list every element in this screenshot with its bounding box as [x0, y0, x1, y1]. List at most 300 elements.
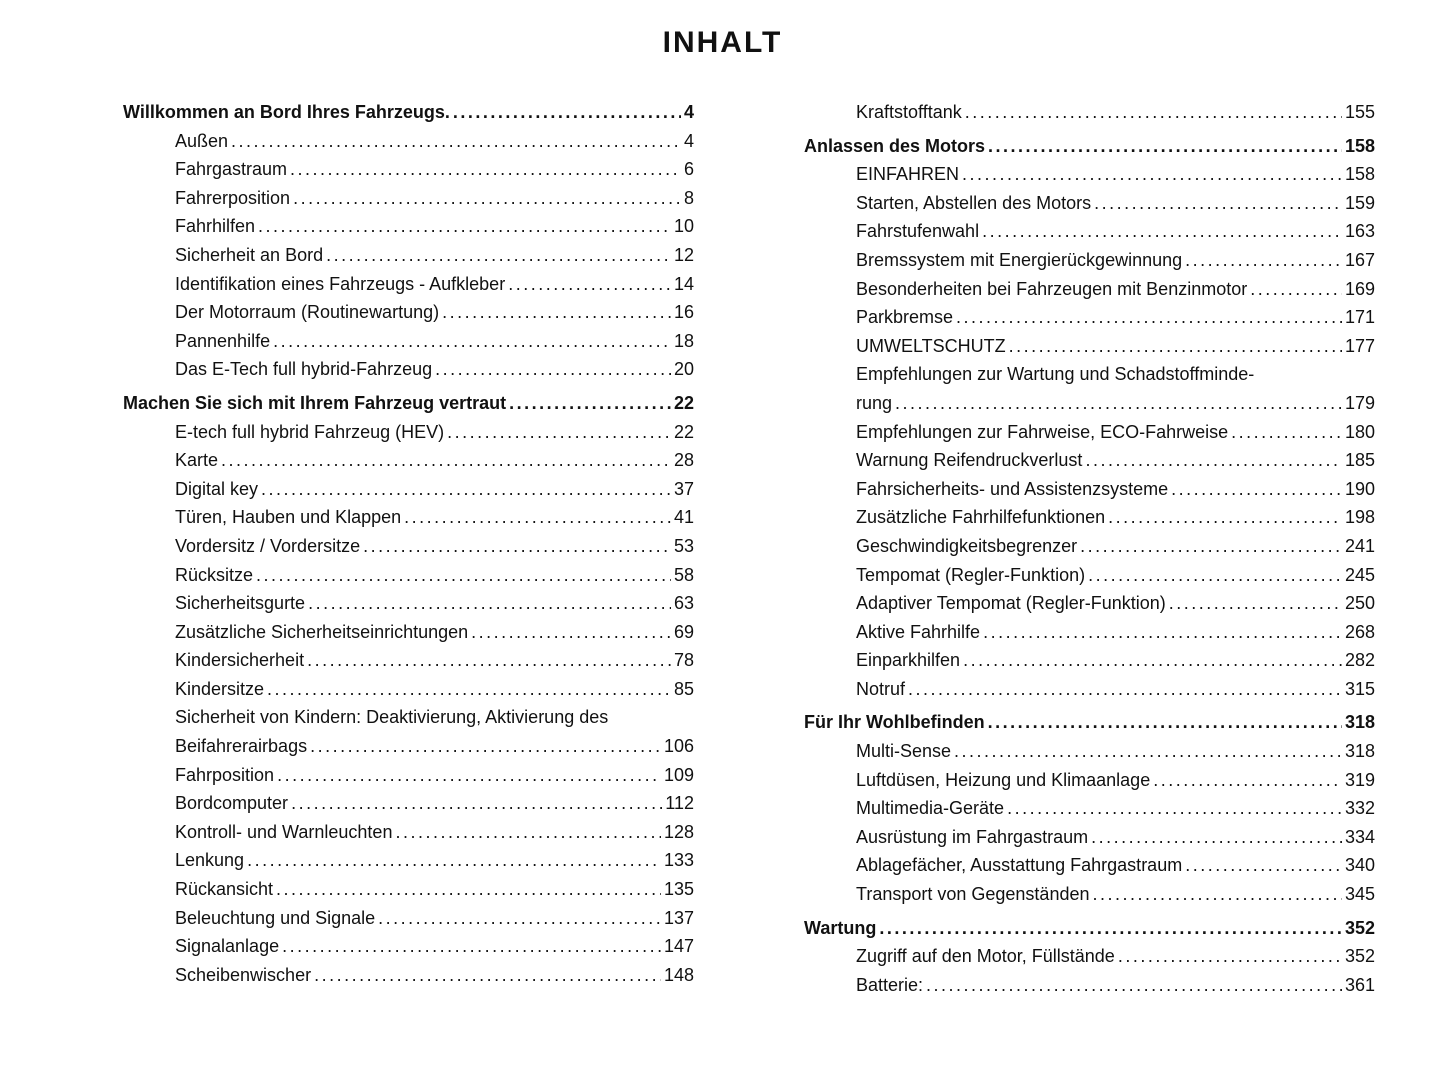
toc-columns	[0, 58, 1445, 999]
toc-entry-label: UMWELTSCHUTZ	[856, 335, 1006, 356]
toc-entry-line	[856, 303, 1375, 332]
dot-leader	[442, 298, 671, 327]
toc-entry-page: 241	[1344, 535, 1375, 556]
toc-entry-page: 137	[663, 907, 694, 928]
toc-entry-line	[175, 532, 694, 561]
toc-entry-line	[856, 737, 1375, 766]
toc-entry-page: 12	[673, 244, 694, 265]
toc-entry[interactable]	[804, 589, 1375, 618]
toc-column	[123, 98, 694, 989]
toc-entry-line	[856, 646, 1375, 675]
toc-entry-label: Adaptiver Tempomat (Regler-Funktion)	[856, 593, 1166, 614]
toc-entry-page: 171	[1344, 307, 1375, 328]
dot-leader	[1185, 246, 1342, 275]
dot-leader	[1108, 503, 1342, 532]
toc-entry[interactable]	[804, 303, 1375, 332]
toc-entry[interactable]	[123, 327, 694, 356]
toc-entry[interactable]	[804, 246, 1375, 275]
toc-entry[interactable]	[123, 703, 694, 760]
toc-entry[interactable]	[123, 789, 694, 818]
toc-entry-page: 185	[1344, 450, 1375, 471]
dot-leader	[404, 503, 671, 532]
toc-entry-line	[856, 332, 1375, 361]
dot-leader	[363, 532, 671, 561]
toc-entry-label: Kontroll- und Warnleuchten	[175, 821, 393, 842]
toc-entry-line	[175, 127, 694, 156]
toc-entry-line	[856, 418, 1375, 447]
toc-entry-page: 14	[673, 273, 694, 294]
toc-entry-line	[175, 155, 694, 184]
toc-entry-line	[175, 875, 694, 904]
toc-entry[interactable]	[804, 532, 1375, 561]
toc-entry-page: 180	[1344, 421, 1375, 442]
dot-leader	[1088, 561, 1342, 590]
toc-entry-label: Beleuchtung und Signale	[175, 907, 376, 928]
page-title: INHALT	[662, 26, 783, 59]
toc-entry[interactable]	[804, 475, 1375, 504]
toc-entry-line	[856, 532, 1375, 561]
dot-leader	[1169, 589, 1342, 618]
toc-entry-line	[175, 561, 694, 590]
dot-leader	[276, 875, 661, 904]
toc-entry-page: 106	[663, 736, 694, 757]
toc-entry-label: Fahrhilfen	[175, 216, 256, 237]
toc-entry-label: Multi-Sense	[856, 741, 952, 762]
toc-entry-line	[856, 446, 1375, 475]
dot-leader	[509, 389, 671, 418]
toc-entry-label: Beifahrerairbags	[175, 736, 308, 757]
toc-entry-line	[856, 794, 1375, 823]
toc-entry-line	[175, 446, 694, 475]
toc-entry[interactable]	[804, 646, 1375, 675]
toc-entry[interactable]	[123, 212, 694, 241]
toc-entry-page: 133	[663, 850, 694, 871]
toc-entry-page: 245	[1344, 564, 1375, 585]
toc-entry-line	[856, 503, 1375, 532]
toc-entry-line	[856, 189, 1375, 218]
toc-entry-line	[856, 766, 1375, 795]
toc-entry-label: Für Ihr Wohlbefinden	[804, 712, 985, 733]
toc-entry[interactable]	[123, 961, 694, 990]
dot-leader	[962, 160, 1342, 189]
toc-entry-page: 147	[663, 936, 694, 957]
toc-entry-page: 10	[673, 216, 694, 237]
toc-entry-label: Fahrstufenwahl	[856, 221, 980, 242]
toc-entry[interactable]	[123, 618, 694, 647]
dot-leader	[1231, 418, 1342, 447]
toc-entry-label: Identifikation eines Fahrzeugs - Aufkleber	[175, 273, 506, 294]
toc-entry-label: Fahrposition	[175, 764, 275, 785]
dot-leader	[982, 217, 1342, 246]
toc-entry[interactable]	[804, 360, 1375, 417]
toc-entry-label: Kindersicherheit	[175, 650, 305, 671]
toc-entry-page: 318	[1344, 712, 1375, 733]
toc-entry-page: 4	[683, 130, 694, 151]
dot-leader	[1080, 532, 1342, 561]
toc-entry-page: 190	[1344, 478, 1375, 499]
toc-entry[interactable]	[123, 761, 694, 790]
toc-entry[interactable]	[804, 675, 1375, 704]
toc-entry-label: Bremssystem mit Energierückgewinnung	[856, 249, 1183, 270]
toc-entry[interactable]	[804, 851, 1375, 880]
toc-entry-label: E-tech full hybrid Fahrzeug (HEV)	[175, 421, 445, 442]
toc-entry[interactable]	[804, 503, 1375, 532]
toc-entry-label: Kraftstofftank	[856, 102, 962, 122]
toc-entry-page: 53	[673, 535, 694, 556]
toc-section-heading[interactable]	[123, 98, 694, 127]
dot-leader	[1007, 794, 1342, 823]
toc-entry-label: Warnung Reifendruckverlust	[856, 450, 1083, 471]
toc-entry-line	[175, 732, 694, 761]
toc-entry-line	[175, 327, 694, 356]
toc-entry-page: 155	[1344, 102, 1375, 122]
dot-leader	[261, 475, 671, 504]
toc-entry[interactable]	[804, 971, 1375, 1000]
toc-entry-page: 250	[1344, 593, 1375, 614]
toc-entry-line	[175, 503, 694, 532]
toc-entry-line	[856, 589, 1375, 618]
dot-leader	[282, 932, 661, 961]
dot-leader	[310, 732, 661, 761]
toc-entry-page: 58	[673, 564, 694, 585]
dot-leader	[1092, 880, 1341, 909]
toc-entry-page: 158	[1344, 164, 1375, 185]
toc-entry-line	[175, 818, 694, 847]
toc-entry-label: Türen, Hauben und Klappen	[175, 507, 402, 528]
toc-entry-page: 169	[1344, 278, 1375, 299]
toc-entry[interactable]	[123, 932, 694, 961]
toc-entry-page: 41	[673, 507, 694, 528]
toc-entry-label: Fahrsicherheits- und Assistenzsysteme	[856, 478, 1169, 499]
dot-leader	[291, 789, 662, 818]
dot-leader	[895, 389, 1342, 418]
dot-leader	[308, 589, 671, 618]
toc-entry-page: 8	[683, 187, 694, 208]
toc-entry-label: rung	[856, 392, 893, 413]
dot-leader	[908, 675, 1342, 704]
toc-entry-line	[856, 971, 1375, 1000]
toc-entry-label: Pannenhilfe	[175, 330, 271, 351]
toc-entry-line	[175, 475, 694, 504]
toc-entry[interactable]	[123, 127, 694, 156]
dot-leader	[988, 132, 1342, 161]
toc-section-heading[interactable]	[804, 914, 1375, 943]
toc-entry-line	[856, 823, 1375, 852]
toc-entry-page: 28	[673, 450, 694, 471]
toc-entry-label: Willkommen an Bord Ihres Fahrzeugs.	[123, 102, 450, 122]
toc-entry[interactable]	[123, 589, 694, 618]
dot-leader	[267, 675, 671, 704]
toc-entry[interactable]	[804, 275, 1375, 304]
toc-entry-label: Rücksitze	[175, 564, 254, 585]
toc-entry-line	[856, 475, 1375, 504]
dot-leader	[293, 184, 681, 213]
toc-entry-page: 22	[673, 421, 694, 442]
toc-entry[interactable]	[804, 561, 1375, 590]
toc-entry-label: Empfehlungen zur Wartung und Schadstoffminde-	[856, 364, 1255, 385]
toc-entry-line	[175, 270, 694, 299]
toc-entry[interactable]	[804, 794, 1375, 823]
toc-entry-line	[123, 98, 694, 127]
toc-entry-label: Zusätzliche Fahrhilfefunktionen	[856, 507, 1106, 528]
toc-entry-label: Ausrüstung im Fahrgastraum	[856, 826, 1089, 847]
toc-entry-label: Geschwindigkeitsbegrenzer	[856, 535, 1078, 556]
toc-entry-line	[856, 675, 1375, 704]
toc-entry-label: Besonderheiten bei Fahrzeugen mit Benzinmotor	[856, 278, 1248, 299]
dot-leader	[247, 846, 661, 875]
toc-entry[interactable]	[123, 446, 694, 475]
dot-leader	[983, 618, 1342, 647]
toc-section-heading[interactable]	[123, 389, 694, 418]
toc-entry-label: Kindersitze	[175, 678, 265, 699]
toc-entry-line	[856, 98, 1375, 127]
toc-entry-page: 177	[1344, 335, 1375, 356]
toc-entry-page: 112	[665, 793, 694, 814]
toc-entry-label: Batterie:	[856, 974, 924, 995]
dot-leader	[277, 761, 661, 790]
toc-entry-page: 148	[663, 964, 694, 985]
toc-entry-label: Zusätzliche Sicherheitseinrichtungen	[175, 621, 469, 642]
toc-entry[interactable]	[804, 160, 1375, 189]
toc-entry-label: Sicherheit an Bord	[175, 244, 324, 265]
dot-leader	[926, 971, 1342, 1000]
dot-leader	[1185, 851, 1342, 880]
toc-entry-page: 135	[663, 879, 694, 900]
toc-entry-page: 332	[1344, 798, 1375, 819]
toc-entry-line	[175, 589, 694, 618]
dot-leader	[1250, 275, 1342, 304]
dot-leader	[221, 446, 671, 475]
toc-entry[interactable]	[123, 298, 694, 327]
toc-entry-label: Machen Sie sich mit Ihrem Fahrzeug vertraut	[123, 392, 507, 413]
toc-entry[interactable]	[123, 241, 694, 270]
toc-entry-label: Multimedia-Geräte	[856, 798, 1005, 819]
toc-entry-page: 352	[1344, 917, 1375, 938]
dot-leader	[290, 155, 681, 184]
toc-entry-line	[856, 618, 1375, 647]
toc-entry-page: 78	[673, 650, 694, 671]
toc-entry[interactable]	[123, 846, 694, 875]
toc-entry[interactable]	[804, 618, 1375, 647]
toc-entry-page: 85	[673, 678, 694, 699]
toc-entry[interactable]	[123, 155, 694, 184]
toc-entry-label: Empfehlungen zur Fahrweise, ECO-Fahrweise	[856, 421, 1229, 442]
toc-entry-label: Bordcomputer	[175, 793, 289, 814]
dot-leader	[307, 646, 671, 675]
toc-entry-page: 319	[1344, 769, 1375, 790]
toc-entry[interactable]	[123, 418, 694, 447]
toc-entry-page: 6	[683, 159, 694, 180]
toc-entry-label: Digital key	[175, 478, 259, 499]
toc-entry-page: 352	[1344, 946, 1375, 967]
toc-entry-page: 198	[1344, 507, 1375, 528]
toc-entry-line	[175, 761, 694, 790]
toc-entry-line	[856, 160, 1375, 189]
toc-entry[interactable]	[804, 766, 1375, 795]
dot-leader	[508, 270, 671, 299]
toc-entry-line	[175, 675, 694, 704]
toc-entry-line	[175, 904, 694, 933]
toc-entry-line	[123, 389, 694, 418]
toc-entry[interactable]	[123, 904, 694, 933]
toc-entry-line	[856, 880, 1375, 909]
toc-entry-label: Einparkhilfen	[856, 650, 961, 671]
toc-entry-page: 334	[1344, 826, 1375, 847]
toc-entry-page: 361	[1344, 974, 1375, 995]
dot-leader	[378, 904, 661, 933]
toc-entry-page: 4	[683, 102, 694, 122]
toc-entry[interactable]	[123, 184, 694, 213]
toc-entry-line	[175, 418, 694, 447]
toc-entry-line	[175, 646, 694, 675]
dot-leader	[453, 98, 681, 127]
toc-entry-page: 340	[1344, 855, 1375, 876]
toc-entry[interactable]	[123, 503, 694, 532]
toc-entry-label: Scheibenwischer	[175, 964, 312, 985]
toc-entry-label: Ablagefächer, Ausstattung Fahrgastraum	[856, 855, 1183, 876]
toc-entry-label: Sicherheitsgurte	[175, 593, 306, 614]
toc-entry[interactable]	[123, 875, 694, 904]
toc-entry[interactable]	[123, 355, 694, 384]
dot-leader	[326, 241, 671, 270]
toc-entry-line	[856, 275, 1375, 304]
toc-entry-line	[856, 246, 1375, 275]
toc-entry-page: 345	[1344, 884, 1375, 905]
toc-entry[interactable]	[804, 942, 1375, 971]
toc-entry-page: 63	[673, 593, 694, 614]
toc-entry-line	[804, 132, 1375, 161]
toc-entry-line	[175, 355, 694, 384]
toc-entry[interactable]	[123, 675, 694, 704]
toc-entry-line	[175, 846, 694, 875]
toc-entry-line	[856, 561, 1375, 590]
toc-entry-label: EINFAHREN	[856, 164, 960, 185]
dot-leader	[1094, 189, 1342, 218]
toc-entry[interactable]	[804, 880, 1375, 909]
toc-entry-label: Fahrerposition	[175, 187, 291, 208]
toc-entry-page: 20	[673, 359, 694, 380]
dot-leader	[231, 127, 681, 156]
toc-entry-label: Wartung	[804, 917, 877, 938]
dot-leader	[435, 355, 671, 384]
dot-leader	[1009, 332, 1342, 361]
dot-leader	[395, 818, 661, 847]
toc-entry-label: Außen	[175, 130, 229, 151]
dot-leader	[1085, 446, 1342, 475]
toc-entry[interactable]	[804, 446, 1375, 475]
toc-entry[interactable]	[123, 475, 694, 504]
toc-entry[interactable]	[804, 217, 1375, 246]
toc-entry-page: 128	[663, 821, 694, 842]
toc-entry-page: 159	[1344, 192, 1375, 213]
dot-leader	[258, 212, 671, 241]
toc-entry-line	[804, 708, 1375, 737]
toc-entry-label: Starten, Abstellen des Motors	[856, 192, 1092, 213]
toc-entry-line	[175, 961, 694, 990]
dot-leader	[1153, 766, 1342, 795]
toc-entry-label: Transport von Gegenständen	[856, 884, 1090, 905]
toc-column	[804, 98, 1375, 999]
dot-leader	[1118, 942, 1342, 971]
dot-leader	[1091, 823, 1342, 852]
toc-entry-label: Sicherheit von Kindern: Deaktivierung, Aktivierung des	[175, 707, 609, 728]
toc-entry-line	[175, 298, 694, 327]
dot-leader	[954, 737, 1342, 766]
toc-entry-page: 18	[673, 330, 694, 351]
toc-entry-line	[856, 851, 1375, 880]
toc-entry[interactable]	[804, 189, 1375, 218]
toc-entry[interactable]	[804, 823, 1375, 852]
toc-entry-page: 282	[1344, 650, 1375, 671]
toc-entry-line	[804, 914, 1375, 943]
toc-entry-line	[856, 389, 1375, 418]
toc-entry-label: Anlassen des Motors	[804, 135, 986, 156]
toc-entry-page: 22	[673, 392, 694, 413]
dot-leader	[273, 327, 671, 356]
toc-entry-line	[175, 789, 694, 818]
toc-entry[interactable]	[123, 561, 694, 590]
toc-entry-page: 315	[1344, 678, 1375, 699]
toc-entry-page: 179	[1344, 392, 1375, 413]
toc-section-heading[interactable]	[804, 708, 1375, 737]
dot-leader	[1171, 475, 1342, 504]
toc-entry-page: 167	[1344, 249, 1375, 270]
toc-entry-label: Tempomat (Regler-Funktion)	[856, 564, 1086, 585]
toc-entry-page: 268	[1344, 621, 1375, 642]
toc-entry-page: 16	[673, 302, 694, 323]
dot-leader	[956, 303, 1342, 332]
toc-entry[interactable]	[804, 737, 1375, 766]
toc-entry[interactable]	[123, 532, 694, 561]
toc-entry-label: Der Motorraum (Routinewartung)	[175, 302, 440, 323]
toc-entry-label: Signalanlage	[175, 936, 280, 957]
toc-entry-label: Das E-Tech full hybrid-Fahrzeug	[175, 359, 433, 380]
toc-entry-page: 158	[1344, 135, 1375, 156]
toc-entry-page: 69	[673, 621, 694, 642]
dot-leader	[963, 646, 1342, 675]
toc-entry-label: Aktive Fahrhilfe	[856, 621, 981, 642]
toc-entry-page: 318	[1344, 741, 1375, 762]
toc-entry-label: Notruf	[856, 678, 906, 699]
toc-entry-line	[175, 932, 694, 961]
dot-leader	[471, 618, 671, 647]
dot-leader	[988, 708, 1342, 737]
toc-entry[interactable]	[123, 270, 694, 299]
toc-entry[interactable]	[804, 418, 1375, 447]
toc-entry-line	[175, 241, 694, 270]
toc-entry-line	[856, 942, 1375, 971]
dot-leader	[965, 98, 1342, 127]
dot-leader	[447, 418, 671, 447]
toc-entry[interactable]	[123, 818, 694, 847]
toc-entry[interactable]	[804, 98, 1375, 127]
toc-entry-page: 109	[663, 764, 694, 785]
toc-entry-label: Vordersitz / Vordersitze	[175, 535, 361, 556]
toc-entry-label: Parkbremse	[856, 307, 954, 328]
dot-leader	[879, 914, 1342, 943]
toc-entry-line	[175, 184, 694, 213]
toc-entry-page: 163	[1344, 221, 1375, 242]
toc-entry-label: Karte	[175, 450, 219, 471]
toc-entry-line	[856, 217, 1375, 246]
toc-entry-page: 37	[673, 478, 694, 499]
dot-leader	[314, 961, 661, 990]
toc-section-heading[interactable]	[804, 132, 1375, 161]
toc-entry[interactable]	[804, 332, 1375, 361]
toc-entry-line	[175, 212, 694, 241]
toc-entry-label: Zugriff auf den Motor, Füllstände	[856, 946, 1115, 967]
toc-entry[interactable]	[123, 646, 694, 675]
